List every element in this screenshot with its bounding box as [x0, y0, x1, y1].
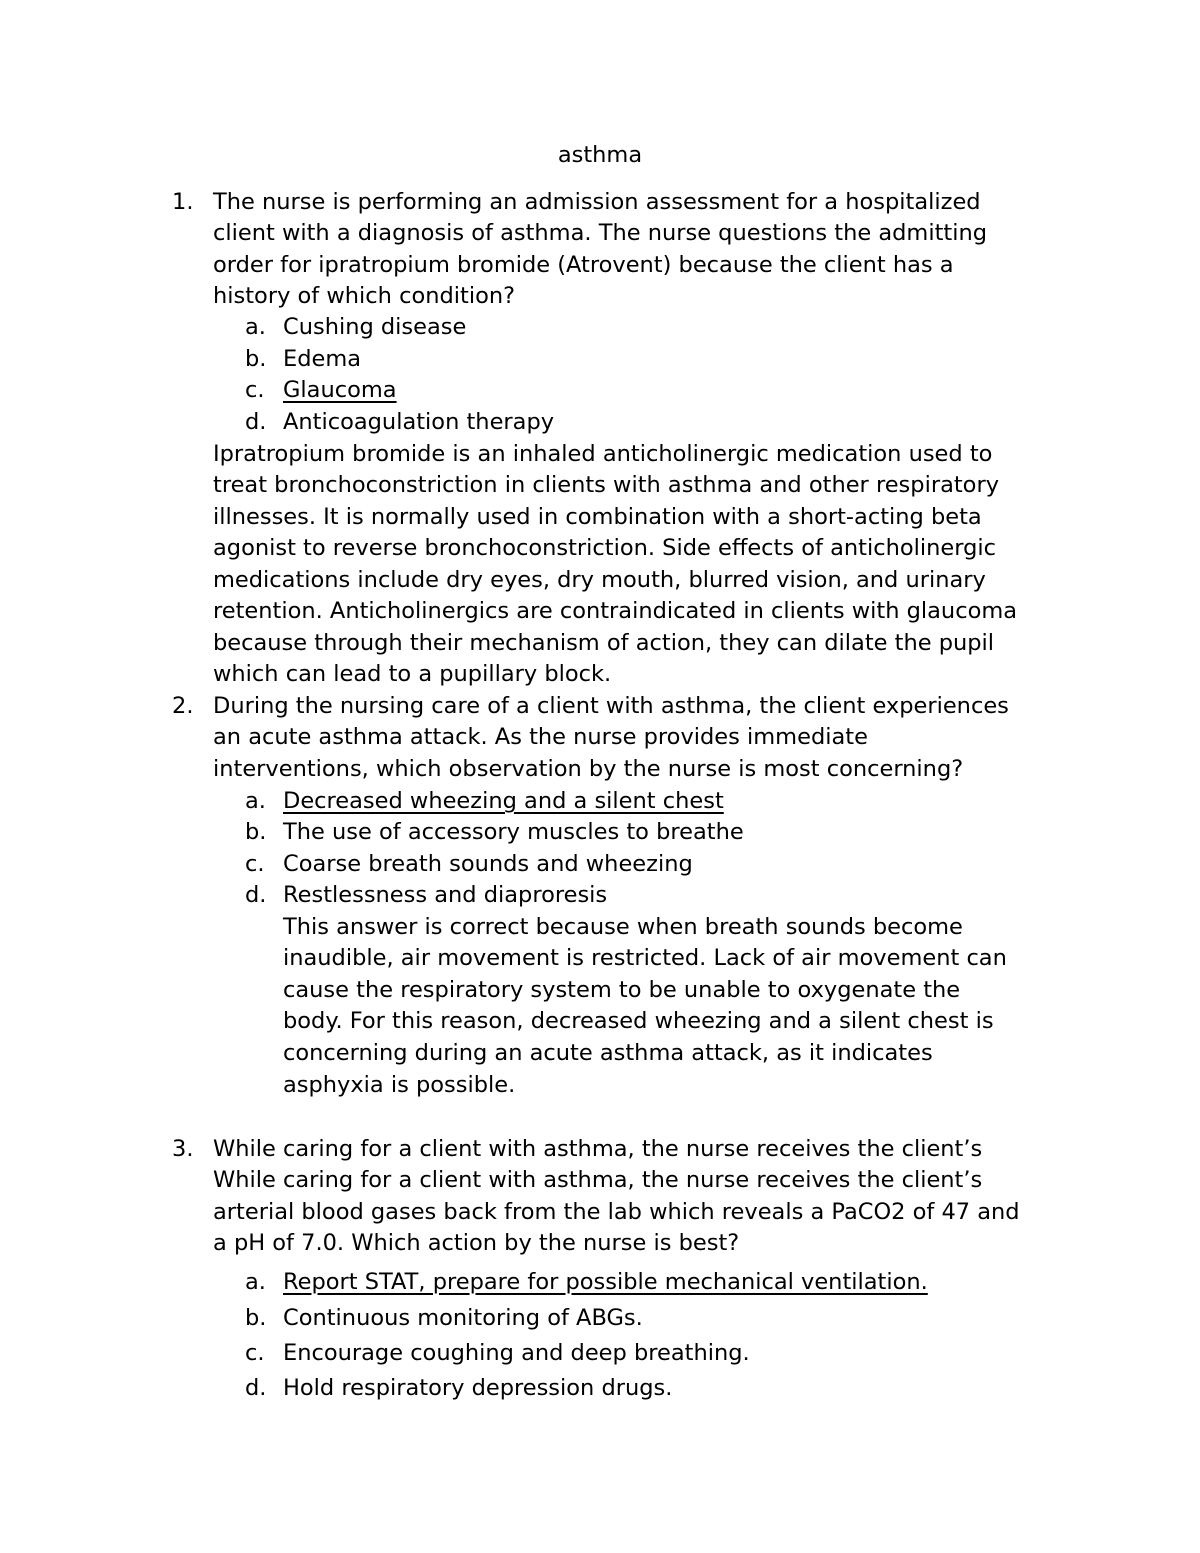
question-stem-line: While caring for a client with asthma, the nurse receives the client’s [213, 1167, 983, 1193]
option-text: Hold respiratory depression drugs. [283, 1375, 673, 1401]
question-stem-line: history of which condition? [213, 283, 516, 309]
option-letter: b. [245, 819, 267, 845]
option-text: Restlessness and diaproresis [283, 882, 608, 908]
rationale-line: body. For this reason, decreased wheezing and a silent chest is [283, 1008, 994, 1034]
rationale-line: asphyxia is possible. [283, 1072, 516, 1098]
option-letter: c. [245, 377, 265, 403]
question-number: 1. [172, 189, 194, 215]
option-text: Edema [283, 346, 362, 372]
option-letter: d. [245, 409, 267, 435]
option-letter: b. [245, 346, 267, 372]
rationale-line: illnesses. It is normally used in combination with a short-acting beta [213, 504, 982, 530]
document-title: asthma [557, 142, 643, 168]
option-letter: b. [245, 1305, 267, 1331]
rationale-line: because through their mechanism of action, they can dilate the pupil [213, 630, 995, 656]
option-letter: d. [245, 882, 267, 908]
rationale-line: retention. Anticholinergics are contraindicated in clients with glaucoma [213, 598, 1018, 624]
option-text: Cushing disease [283, 314, 467, 340]
option-letter: a. [245, 314, 266, 340]
correct-option-text: Decreased wheezing and a silent chest [283, 788, 724, 814]
question-stem-line: The nurse is performing an admission assessment for a hospitalized [213, 189, 981, 215]
rationale-line: inaudible, air movement is restricted. Lack of air movement can [283, 945, 1007, 971]
question-stem-line: an acute asthma attack. As the nurse provides immediate [213, 724, 868, 750]
question-stem-line: interventions, which observation by the nurse is most concerning? [213, 756, 964, 782]
option-text: The use of accessory muscles to breathe [283, 819, 744, 845]
question-number: 3. [172, 1136, 194, 1162]
option-text: Encourage coughing and deep breathing. [283, 1340, 750, 1366]
question-stem-line: client with a diagnosis of asthma. The nurse questions the admitting [213, 220, 988, 246]
rationale-line: cause the respiratory system to be unable to oxygenate the [283, 977, 961, 1003]
question-stem-line: arterial blood gases back from the lab which reveals a PaCO2 of 47 and [213, 1199, 1020, 1225]
option-letter: a. [245, 788, 266, 814]
question-stem-line: order for ipratropium bromide (Atrovent) because the client has a [213, 252, 954, 278]
rationale-line: concerning during an acute asthma attack, as it indicates [283, 1040, 933, 1066]
question-stem-line: During the nursing care of a client with asthma, the client experiences [213, 693, 1009, 719]
rationale-line: treat bronchoconstriction in clients with asthma and other respiratory [213, 472, 1000, 498]
option-letter: a. [245, 1269, 266, 1295]
rationale-line: medications include dry eyes, dry mouth, blurred vision, and urinary [213, 567, 986, 593]
option-letter: c. [245, 1340, 265, 1366]
option-text: Anticoagulation therapy [283, 409, 555, 435]
rationale-line: Ipratropium bromide is an inhaled anticholinergic medication used to [213, 441, 993, 467]
option-letter: d. [245, 1375, 267, 1401]
question-number: 2. [172, 693, 194, 719]
correct-option-text: Glaucoma [283, 377, 397, 403]
question-stem-line: While caring for a client with asthma, the nurse receives the client’s [213, 1136, 983, 1162]
option-letter: c. [245, 851, 265, 877]
question-stem-line: a pH of 7.0. Which action by the nurse is best? [213, 1230, 740, 1256]
rationale-line: which can lead to a pupillary block. [213, 661, 612, 687]
option-text: Coarse breath sounds and wheezing [283, 851, 693, 877]
rationale-line: This answer is correct because when breath sounds become [283, 914, 963, 940]
correct-option-text: Report STAT, prepare for possible mechanical ventilation. [283, 1269, 928, 1295]
option-text: Continuous monitoring of ABGs. [283, 1305, 643, 1331]
rationale-line: agonist to reverse bronchoconstriction. Side effects of anticholinergic [213, 535, 996, 561]
